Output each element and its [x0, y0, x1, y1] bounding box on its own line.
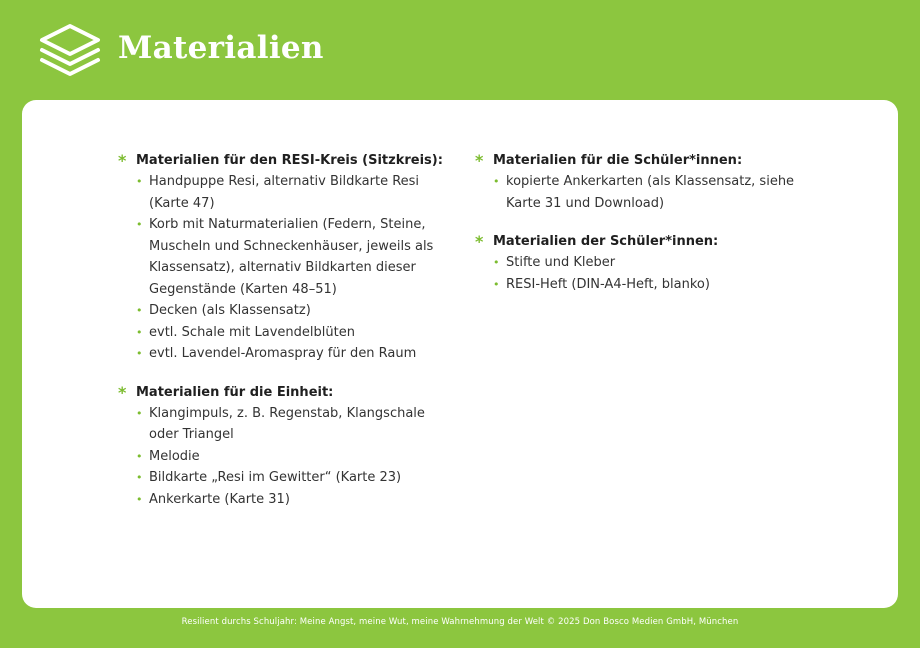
bullet-icon: •	[136, 406, 143, 420]
bullet-icon: •	[493, 175, 500, 188]
list-item	[118, 343, 458, 365]
list-item	[475, 252, 795, 274]
bullet-icon: •	[136, 304, 143, 317]
stacked-books-icon	[36, 18, 104, 82]
bullet-icon: •	[493, 256, 500, 269]
list-item	[118, 300, 458, 322]
section-heading	[118, 382, 458, 403]
list-item-text: evtl. Lavendel-Aromaspray für den Raum	[149, 346, 417, 361]
list-item	[475, 171, 795, 214]
bullet-icon: •	[136, 471, 143, 484]
list-item-text: Decken (als Klassensatz)	[149, 303, 311, 318]
section-heading	[475, 231, 795, 252]
asterisk-icon: *	[118, 151, 127, 170]
bullet-icon: •	[136, 218, 143, 231]
list-item	[118, 214, 458, 300]
list-item-text: RESI-Heft (DIN-A4-Heft, blanko)	[506, 276, 710, 292]
material-list	[475, 252, 795, 295]
section-resi-kreis	[118, 150, 458, 365]
asterisk-icon: *	[475, 232, 484, 251]
page-header	[0, 0, 920, 100]
section-heading	[118, 150, 458, 171]
left-column	[118, 150, 458, 527]
list-item	[118, 489, 458, 511]
list-item-text: Bildkarte „Resi im Gewitter“ (Karte 23)	[149, 470, 402, 485]
list-item	[118, 171, 458, 214]
bullet-icon: •	[136, 492, 143, 506]
list-item	[118, 403, 458, 446]
section-heading-text: Materialien der Schüler*innen:	[493, 234, 719, 249]
material-list	[118, 403, 458, 511]
bullet-icon: •	[136, 449, 143, 463]
bullet-icon: •	[136, 325, 143, 339]
list-item-text: Korb mit Naturmaterialien (Federn, Steine, Muscheln und Schneckenhäuser, jeweils als Klassensatz), alternativ Bildkarten dieser Gegenstände (Karten 48–51)	[149, 217, 434, 297]
list-item-text: kopierte Ankerkarten (als Klassensatz, siehe Karte 31 und Download)	[506, 174, 795, 211]
list-item-text: Stifte und Kleber	[506, 255, 616, 270]
section-heading	[475, 150, 795, 171]
list-item-text: Ankerkarte (Karte 31)	[149, 491, 290, 507]
footer-copyright: Resilient durchs Schuljahr: Meine Angst, meine Wut, meine Wahrnehmung der Welt © 2025 Don Bosco Medien GmbH, München	[181, 617, 739, 627]
list-item-text: Klangimpuls, z. B. Regenstab, Klangschale oder Triangel	[149, 405, 425, 442]
bullet-icon: •	[136, 347, 143, 360]
section-schueler-der	[475, 231, 795, 295]
list-item-text: Handpuppe Resi, alternativ Bildkarte Resi (Karte 47)	[149, 174, 420, 211]
section-heading-text: Materialien für die Schüler*innen:	[493, 153, 743, 168]
content-card	[22, 100, 898, 608]
asterisk-icon: *	[118, 382, 127, 402]
bullet-icon: •	[493, 277, 500, 291]
section-heading-text: Materialien für den RESI-Kreis (Sitzkreis):	[136, 153, 443, 168]
list-item	[118, 322, 458, 344]
material-list	[475, 171, 795, 214]
list-item-text: Melodie	[149, 448, 200, 464]
asterisk-icon: *	[475, 151, 484, 170]
list-item	[118, 446, 458, 468]
material-list	[118, 171, 458, 365]
list-item	[475, 274, 795, 296]
list-item-text: evtl. Schale mit Lavendelblüten	[149, 324, 355, 340]
section-schueler-fuer	[475, 150, 795, 214]
list-item	[118, 467, 458, 489]
right-column	[475, 150, 795, 312]
bullet-icon: •	[136, 175, 143, 188]
section-einheit	[118, 382, 458, 511]
page-title: Materialien	[118, 30, 324, 66]
section-heading-text: Materialien für die Einheit:	[136, 384, 334, 400]
